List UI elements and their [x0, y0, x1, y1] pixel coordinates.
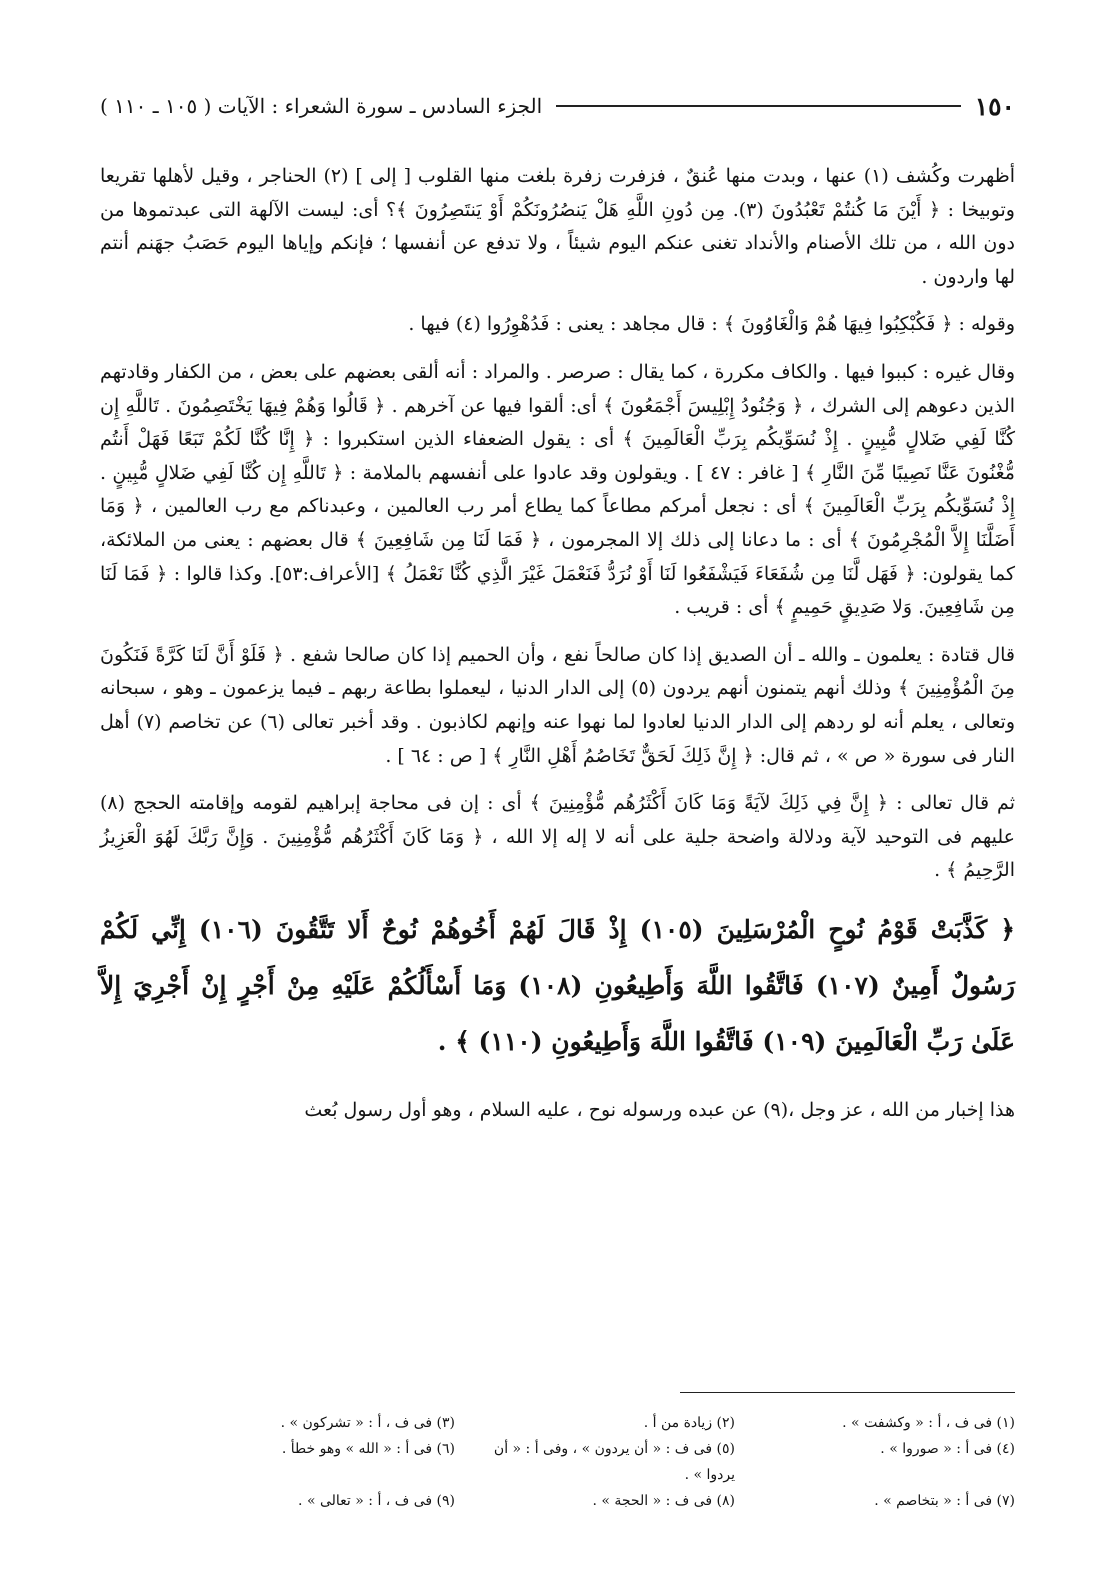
page-body [100, 160, 1015, 1127]
footnote: (١) فى ف ، أ : « وكشفت » . [842, 1415, 1015, 1431]
footnote: (٧) فى أ : « بتخاصم » . [874, 1493, 1015, 1509]
footnote-row [100, 1488, 1015, 1514]
header-rule [556, 105, 961, 107]
paragraph: أظهرت وكُشف (١) عنها ، وبدت منها عُنقٌ ، فزفرت زفرة بلغت منها القلوب [ إلى ] (٢) الحناجر ، وقيل لأهلها تقريعا وتوبيخا : ﴿ أَيْنَ مَا كُنتُمْ تَعْبُدُونَ (٣). مِن دُونِ اللَّهِ هَلْ يَنصُرُونَكُمْ أَوْ يَنتَصِرُونَ ﴾؟ أى: ليست الآلهة التى عبدتموها من دون الله ، من تلك الأصنام والأنداد تغنى عنكم اليوم شيئاً ، ولا تدفع عن أنفسها ؛ فإنكم وإياها اليوم حَصَبُ جهَنم أنتم لها واردون . [100, 165, 1015, 288]
footnote-row [100, 1410, 1015, 1436]
footnote: (٨) فى ف : « الحجة » . [592, 1493, 735, 1509]
paragraph: هذا إخبار من الله ، عز وجل ،(٩) عن عبده ورسوله نوح ، عليه السلام ، وهو أول رسول بُعث [304, 1098, 1015, 1121]
footnote: (٦) فى أ : « الله » وهو خطأ . [281, 1441, 455, 1457]
footnotes [100, 1410, 1015, 1514]
footnote: (٢) زيادة من أ . [643, 1415, 735, 1431]
paragraph: ثم قال تعالى : ﴿ إِنَّ فِي ذَلِكَ لآيَةً وَمَا كَانَ أَكْثَرُهُم مُّؤْمِنِينَ ﴾ أى : إن فى محاجة إبراهيم لقومه وإقامته الحجج (٨) عليهم فى التوحيد لآية ودلالة واضحة جلية على أنه لا إله إلا الله ، ﴿ وَمَا كَانَ أَكْثَرُهُم مُّؤْمِنِينَ . وَإِنَّ رَبَّكَ لَهُوَ الْعَزِيزُ الرَّحِيمُ ﴾ . [100, 792, 1015, 882]
footnote-row [100, 1436, 1015, 1488]
footnote: (٤) فى أ : « صوروا » . [880, 1441, 1015, 1457]
running-title: الجزء السادس ـ سورة الشعراء : الآيات ( ١٠٥ ـ ١١٠ ) [100, 94, 543, 118]
footnote: (٣) فى ف ، أ : « تشركون » . [280, 1415, 455, 1431]
paragraph: وقوله : ﴿ فَكُبْكِبُوا فِيهَا هُمْ وَالْغَاوُونَ ﴾ : قال مجاهد : يعنى : فَدُهْوِرُوا (٤) فيها . [408, 313, 1015, 336]
footnote: (٩) فى ف ، أ : « تعالى » . [298, 1493, 455, 1509]
page-header [100, 88, 1015, 124]
quran-verse-block: ﴿ كَذَّبَتْ قَوْمُ نُوحٍ الْمُرْسَلِينَ (١٠٥) إِذْ قَالَ لَهُمْ أَخُوهُمْ نُوحٌ أَلا تَتَّقُونَ (١٠٦) إِنِّي لَكُمْ رَسُولٌ أَمِينٌ (١٠٧) فَاتَّقُوا اللَّهَ وَأَطِيعُونِ (١٠٨) وَمَا أَسْأَلُكُمْ عَلَيْهِ مِنْ أَجْرٍ إِنْ أَجْرِيَ إِلاَّ عَلَىٰ رَبِّ الْعَالَمِينَ (١٠٩) فَاتَّقُوا اللَّهَ وَأَطِيعُونِ (١١٠) ﴾ . [100, 914, 1015, 1056]
paragraph: وقال غيره : كببوا فيها . والكاف مكررة ، كما يقال : صرصر . والمراد : أنه ألقى بعضهم على بعض ، من الكفار وقادتهم الذين دعوهم إلى الشرك ، ﴿ وَجُنُودُ إِبْلِيسَ أَجْمَعُونَ ﴾ أى: ألقوا فيها عن آخرهم . ﴿ قَالُوا وَهُمْ فِيهَا يَخْتَصِمُونَ . تَاللَّهِ إِن كُنَّا لَفِي ضَلالٍ مُّبِينٍ . إِذْ نُسَوِّيكُم بِرَبِّ الْعَالَمِينَ ﴾ أى : يقول الضعفاء الذين استكبروا : ﴿ إِنَّا كُنَّا لَكُمْ تَبَعًا فَهَلْ أَنتُم مُّغْنُونَ عَنَّا نَصِيبًا مِّنَ النَّارِ ﴾ [ غافر : ٤٧ ] . ويقولون وقد عادوا على أنفسهم بالملامة : ﴿ تَاللَّهِ إِن كُنَّا لَفِي ضَلالٍ مُّبِينٍ . إِذْ نُسَوِّيكُم بِرَبِّ الْعَالَمِينَ ﴾ أى : نجعل أمركم مطاعاً كما يطاع أمر رب العالمين ، وعبدناكم مع رب العالمين ، ﴿ وَمَا أَضَلَّنَا إِلاَّ الْمُجْرِمُونَ ﴾ أى : ما دعانا إلى ذلك إلا المجرمون ، ﴿ فَمَا لَنَا مِن شَافِعِينَ ﴾ قال بعضهم : يعنى من الملائكة، كما يقولون: ﴿ فَهَل لَّنَا مِن شُفَعَاءَ فَيَشْفَعُوا لَنَا أَوْ نُرَدُّ فَنَعْمَلَ غَيْرَ الَّذِي كُنَّا نَعْمَلُ ﴾ [الأعراف:٥٣]. وكذا قالوا : ﴿ فَمَا لَنَا مِن شَافِعِينَ. وَلا صَدِيقٍ حَمِيمٍ ﴾ أى : قريب . [100, 360, 1015, 619]
footnote: (٥) فى ف : « أن يردون » ، وفى أ : « أن يردوا » . [493, 1441, 735, 1483]
page-number: ١٥٠ [974, 91, 1015, 121]
footnote-divider [680, 1392, 1015, 1393]
paragraph: قال قتادة : يعلمون ـ والله ـ أن الصديق إذا كان صالحاً نفع ، وأن الحميم إذا كان صالحا شفع . ﴿ فَلَوْ أَنَّ لَنَا كَرَّةً فَنَكُونَ مِنَ الْمُؤْمِنِينَ ﴾ وذلك أنهم يتمنون أنهم يردون (٥) إلى الدار الدنيا ، ليعملوا بطاعة ربهم ـ فيما يزعمون ـ وهو ، سبحانه وتعالى ، يعلم أنه لو ردهم إلى الدار الدنيا لعادوا لما نهوا عنه وإنهم لكاذبون . وقد أخبر تعالى (٦) عن تخاصم (٧) أهل النار فى سورة « ص » ، ثم قال: ﴿ إِنَّ ذَلِكَ لَحَقٌّ تَخَاصُمُ أَهْلِ النَّارِ ﴾ [ ص : ٦٤ ] . [100, 643, 1016, 767]
